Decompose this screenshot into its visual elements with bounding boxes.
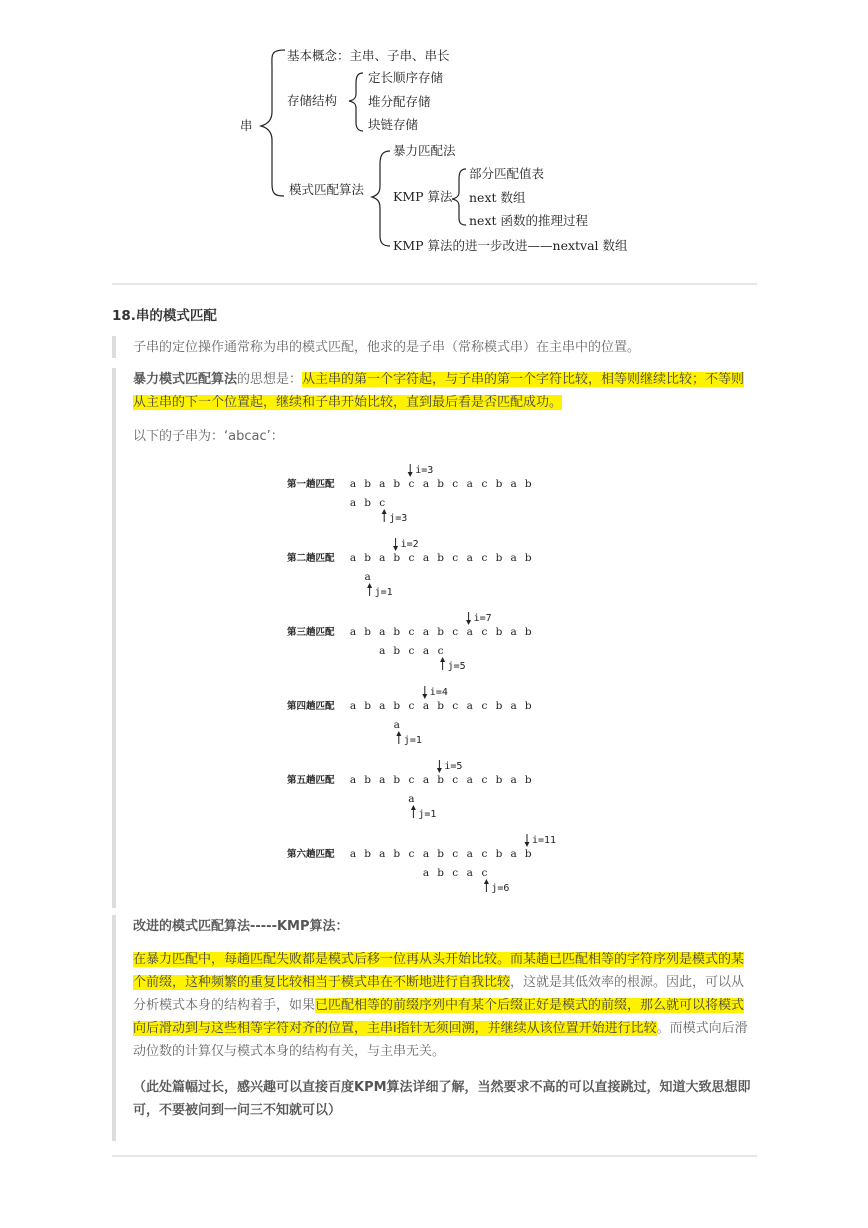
tree-root: 串 (240, 118, 253, 133)
main-char: c (408, 626, 415, 638)
main-char: a (510, 774, 517, 786)
main-char: a (422, 478, 430, 490)
pattern-char: a (466, 867, 473, 879)
root-brace (261, 50, 285, 196)
main-char: b (495, 478, 503, 490)
pass-label: 第二趟匹配 (287, 553, 335, 564)
main-char: a (422, 774, 430, 786)
main-char: a (379, 774, 386, 786)
main-char: a (422, 552, 430, 564)
kmp-text-2: 。而模式向后滑动位数的计算仅与模式本身的结构有关，与主串无关。 (133, 1021, 748, 1059)
tree-kmp-label: KMP 算法 (393, 189, 453, 204)
pattern-char: c (481, 867, 488, 879)
definition-quote (112, 336, 752, 358)
pass-label: 第一趟匹配 (287, 479, 335, 490)
main-char: a (466, 552, 473, 564)
j-pointer-head (440, 657, 445, 662)
kmp-item-next-derivation: next 函数的推理过程 (469, 213, 588, 228)
j-pointer-label: j=3 (389, 513, 408, 524)
main-char: a (466, 626, 473, 638)
main-char: b (364, 478, 371, 490)
main-char: b (437, 552, 444, 564)
storage-item-block: 块链存储 (368, 117, 419, 132)
main-char: b (393, 774, 401, 786)
main-char: c (452, 774, 459, 786)
main-char: c (452, 478, 459, 490)
pattern-char: a (422, 645, 430, 657)
main-char: c (452, 552, 459, 564)
main-char: a (379, 700, 386, 712)
pattern-char: b (393, 645, 401, 657)
main-char: b (364, 552, 371, 564)
main-char: a (466, 478, 473, 490)
main-char: b (495, 700, 503, 712)
divider-bottom (112, 1155, 757, 1157)
main-char: b (524, 700, 532, 712)
main-char: b (364, 700, 371, 712)
main-char: a (349, 626, 357, 638)
kmp-text-1: ，这就是其低效率的根源。因此，可以从分析模式本身的结构着手，如果 (133, 975, 745, 1013)
j-pointer-head (382, 509, 387, 514)
main-char: a (510, 478, 517, 490)
pattern-char: a (408, 793, 415, 805)
main-char: a (379, 552, 386, 564)
main-char: a (379, 626, 386, 638)
main-char: b (495, 626, 503, 638)
i-pointer-label: i=3 (415, 465, 434, 476)
main-char: b (495, 774, 503, 786)
pattern-char: a (422, 867, 430, 879)
pattern-char: c (379, 497, 386, 509)
pattern-char: c (452, 867, 459, 879)
brute-force-mid: 的思想是： (237, 372, 303, 387)
main-char: a (422, 700, 430, 712)
main-char: c (481, 700, 488, 712)
storage-item-heap: 堆分配存储 (368, 94, 431, 109)
pattern-char: a (349, 497, 357, 509)
main-char: b (495, 848, 503, 860)
main-char: a (510, 848, 517, 860)
pattern-char: a (379, 645, 386, 657)
tree-storage-label: 存储结构 (287, 93, 338, 108)
kmp-item-next-array: next 数组 (469, 190, 526, 205)
i-pointer-head (393, 546, 398, 551)
kmp-highlight-2: 已匹配相等的前缀序列中有某个后缀正好是模式的前缀，那么就可以将模式向后滑动到与这些相等字符对齐的位置，主串i指针无须回溯，并继续从该位置开始进行比较 (133, 998, 745, 1036)
kmp-highlight-1: 在暴力匹配中，每趟匹配失败都是模式后移一位再从头开始比较。而某趟已匹配相等的字符序列是模式的某个前缀，这种频繁的重复比较相当于模式串在不断地进行自我比较 (133, 952, 745, 990)
main-char: b (393, 552, 401, 564)
main-char: b (524, 774, 532, 786)
main-char: a (349, 774, 357, 786)
main-char: a (422, 626, 430, 638)
pass-label: 第六趟匹配 (287, 849, 335, 860)
main-char: b (524, 626, 532, 638)
main-char: b (437, 626, 444, 638)
kmp-heading: 改进的模式匹配算法-----KMP算法： (133, 919, 349, 934)
main-char: a (349, 700, 357, 712)
main-char: b (524, 848, 532, 860)
pass-label: 第五趟匹配 (287, 775, 335, 786)
j-pointer-label: j=6 (491, 883, 510, 894)
main-char: b (437, 700, 444, 712)
pattern-char: a (364, 571, 371, 583)
main-char: c (481, 478, 488, 490)
main-char: a (379, 848, 386, 860)
main-char: c (408, 478, 415, 490)
kmp-brace (452, 169, 466, 225)
j-pointer-label: j=1 (418, 809, 437, 820)
main-char: b (364, 848, 371, 860)
string-concept-tree (0, 0, 868, 280)
main-char: c (481, 552, 488, 564)
storage-item-fixed: 定长顺序存储 (368, 70, 444, 85)
brute-force-term: 暴力模式匹配算法 (133, 372, 238, 387)
main-char: b (393, 478, 401, 490)
j-pointer-label: j=1 (403, 735, 422, 746)
main-char: a (349, 478, 357, 490)
main-char: b (437, 848, 444, 860)
pattern-char: b (437, 867, 444, 879)
main-char: a (510, 700, 517, 712)
main-char: a (379, 478, 386, 490)
main-char: c (481, 626, 488, 638)
pattern-brace (372, 151, 390, 246)
i-pointer-head (408, 472, 413, 477)
main-char: a (466, 774, 473, 786)
brute-force-description (133, 368, 752, 414)
storage-brace (349, 73, 363, 131)
main-char: c (452, 848, 459, 860)
main-char: b (437, 774, 444, 786)
main-char: a (349, 848, 357, 860)
main-char: b (364, 774, 371, 786)
i-pointer-label: i=2 (400, 539, 419, 550)
kmp-item-partial-match: 部分匹配值表 (469, 166, 545, 181)
main-char: a (349, 552, 357, 564)
main-char: c (452, 700, 459, 712)
divider-top (112, 283, 757, 285)
pattern-char: b (364, 497, 371, 509)
j-pointer-head (367, 583, 372, 588)
i-pointer-label: i=5 (444, 761, 463, 772)
main-char: a (510, 626, 517, 638)
definition-text: 子串的定位操作通常称为串的模式匹配，他求的是子串（常称模式串）在主串中的位置。 (133, 340, 641, 355)
main-char: b (393, 700, 401, 712)
i-pointer-label: i=4 (429, 687, 448, 698)
pattern-char: c (437, 645, 444, 657)
tree-basic-concept: 基本概念：主串、子串、串长 (287, 48, 450, 63)
main-char: b (437, 478, 444, 490)
pass-label: 第四趟匹配 (287, 701, 335, 712)
j-pointer-head (396, 731, 401, 736)
main-char: c (481, 774, 488, 786)
brute-force-matching-figure (275, 462, 575, 902)
main-char: b (364, 626, 371, 638)
main-char: a (466, 700, 473, 712)
kmp-description (133, 948, 752, 1063)
pass-label: 第三趟匹配 (287, 627, 335, 638)
main-char: c (452, 626, 459, 638)
i-pointer-head (466, 620, 471, 625)
j-pointer-head (484, 879, 489, 884)
tree-nextval: KMP 算法的进一步改进——nextval 数组 (393, 238, 628, 253)
main-char: c (408, 848, 415, 860)
j-pointer-head (411, 805, 416, 810)
kmp-note: （此处篇幅过长，感兴趣可以直接百度KPM算法详细了解，当然要求不高的可以直接跳过，知道大致思想即可，不要被问到一问三不知就可以） (133, 1080, 751, 1118)
main-char: b (393, 626, 401, 638)
pattern-char: a (393, 719, 400, 731)
j-pointer-label: j=1 (374, 587, 393, 598)
main-char: a (466, 848, 473, 860)
main-char: b (524, 478, 532, 490)
tree-pattern-label: 模式匹配算法 (289, 182, 365, 197)
brute-force-highlight: 从主串的第一个字符起，与子串的第一个字符比较，相等则继续比较；不等则从主串的下一个位置起，继续和子串开始比较，直到最后看是否匹配成功。 (133, 372, 745, 410)
main-char: b (524, 552, 532, 564)
main-char: a (510, 552, 517, 564)
main-char: b (495, 552, 503, 564)
tree-brute-force: 暴力匹配法 (393, 143, 456, 158)
j-pointer-label: j=5 (447, 661, 466, 672)
main-char: a (422, 848, 430, 860)
main-char: c (408, 700, 415, 712)
section-heading: 18.串的模式匹配 (112, 308, 217, 324)
example-intro: 以下的子串为：‘abcac’： (133, 429, 284, 444)
main-char: c (408, 552, 415, 564)
i-pointer-label: i=11 (532, 835, 557, 846)
main-char: b (393, 848, 401, 860)
main-char: c (408, 774, 415, 786)
i-pointer-head (437, 768, 442, 773)
main-char: c (481, 848, 488, 860)
pattern-char: c (408, 645, 415, 657)
i-pointer-head (422, 694, 427, 699)
kmp-quote (112, 915, 752, 1141)
i-pointer-label: i=7 (473, 613, 492, 624)
i-pointer-head (525, 842, 530, 847)
